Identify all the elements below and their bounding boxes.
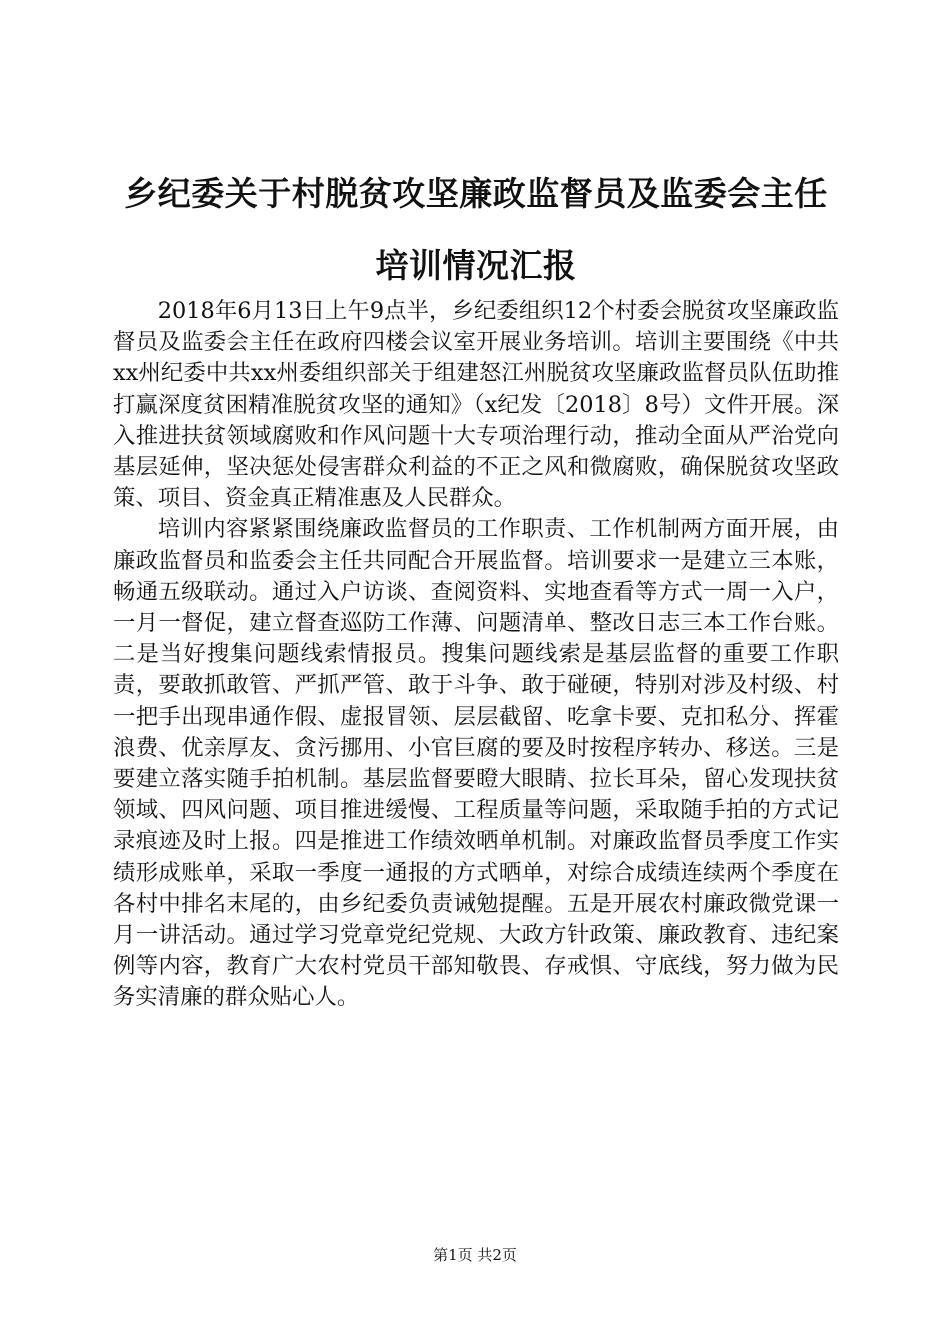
paragraph-1: 2018年6月13日上午9点半，乡纪委组织12个村委会脱贫攻坚廉政监督员及监委会主任在政府四楼会议室开展业务培训。培训主要围绕《中共xx州纪委中共xx州委组织部关于组建怒江州脱贫攻坚廉政监督员队伍助推打赢深度贫困精准脱贫攻坚的通知》（x纪发〔2018〕8号）文件开展。深入推进扶贫领域腐败和作风问题十大专项治理行动，推动全面从严治党向基层延伸，坚决惩处侵害群众利益的不正之风和微腐败，确保脱贫攻坚政策、项目、资金真正精准惠及人民群众。 [113, 298, 839, 512]
page-footer: 第1页 共2页 [433, 1246, 517, 1264]
paragraph-2: 培训内容紧紧围绕廉政监督员的工作职责、工作机制两方面开展，由廉政监督员和监委会主任共同配合开展监督。培训要求一是建立三本账，畅通五级联动。通过入户访谈、查阅资料、实地查看等方式一周一入户，一月一督促，建立督查巡防工作薄、问题清单、整改日志三本工作台账。二是当好搜集问题线索情报员。搜集问题线索是基层监督的重要工作职责，要敢抓敢管、严抓严管、敢于斗争、敢于碰硬，特别对涉及村级、村一把手出现串通作假、虚报冒领、层层截留、吃拿卡要、克扣私分、挥霍浪费、优亲厚友、贪污挪用、小官巨腐的要及时按程序转办、移送。三是要建立落实随手拍机制。基层监督要瞪大眼睛、拉长耳朵，留心发现扶贫领域、四风问题、项目推进缓慢、工程质量等问题，采取随手拍的方式记录痕迹及时上报。四是推进工作绩效晒单机制。对廉政监督员季度工作实绩形成账单，采取一季度一通报的方式晒单，对综合成绩连续两个季度在各村中排名末尾的，由乡纪委负责诫勉提醒。五是开展农村廉政微党课一月一讲活动。通过学习党章党纪党规、大政方针政策、廉政教育、违纪案例等内容，教育广大农村党员干部知敬畏、存戒惧、守底线，努力做为民务实清廉的群众贴心人。 [113, 516, 839, 1011]
document-body [113, 296, 839, 1014]
document-title: 乡纪委关于村脱贫攻坚廉政监督员及监委会主任培训情况汇报 [124, 174, 828, 285]
